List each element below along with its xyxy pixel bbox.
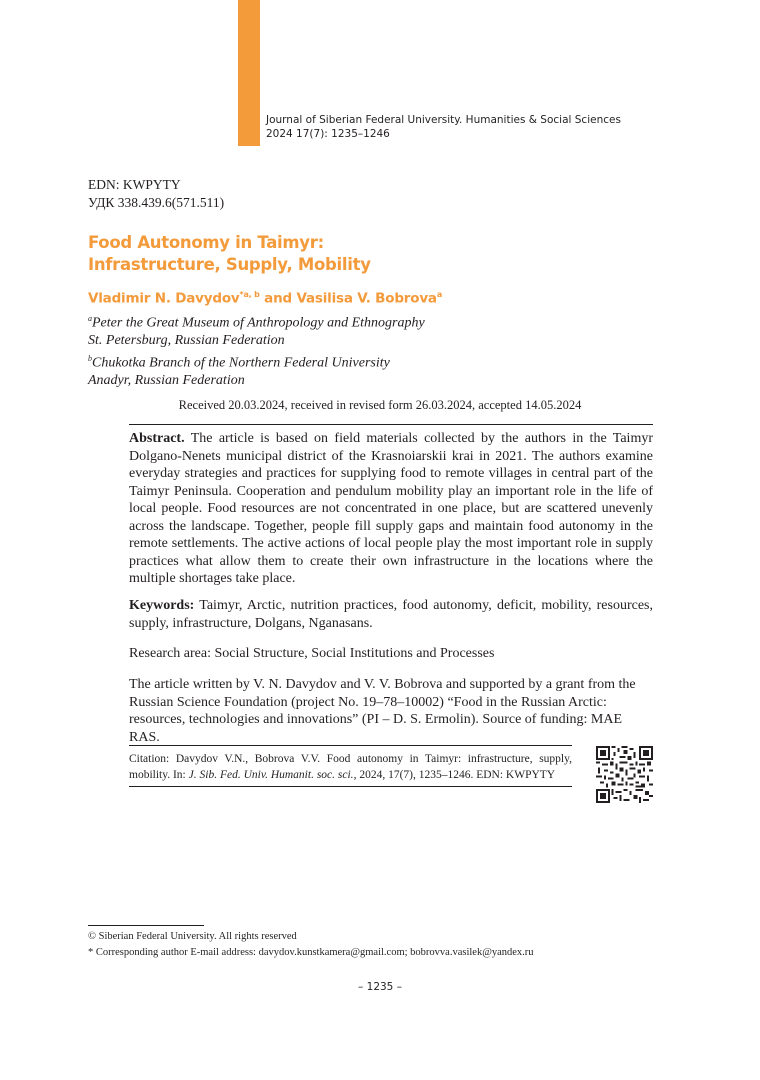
page-number: – 1235 – (358, 981, 402, 993)
affiliation-a-line-1: $^a$Peter the Great Museum of Anthropology and Ethnography (88, 314, 425, 331)
journal-issue: 2024 17(7): 1235–1246 (266, 128, 390, 140)
keywords-label: Keywords: (129, 598, 195, 613)
affiliation-a-line-2: St. Petersburg, Russian Federation (88, 333, 285, 349)
citation: Citation: Davydov V.N., Bobrova V.V. Food autonomy in Taimyr: infrastructure, supply, mobility. In: J. Sib. Fed. Univ. Humanit. soc. sci., 2024, 17(7), 1235–1246. EDN: KWPYTY (129, 753, 572, 781)
identifiers (88, 176, 224, 212)
research-area: Research area: Social Structure, Social Institutions and Processes (129, 646, 495, 661)
keywords (129, 597, 653, 632)
footnote-rule (88, 925, 204, 926)
edn-code: EDN: KWPYTY (88, 177, 181, 192)
affiliations (88, 310, 425, 389)
abstract (129, 430, 653, 588)
citation-top-rule (129, 745, 572, 746)
received-dates: Received 20.03.2024, received in revised form 26.03.2024, accepted 14.05.2024 (178, 398, 582, 412)
author-2: Vasilisa V. Bobrova (296, 290, 437, 307)
author-2-affil-marker: a (436, 290, 443, 299)
udk-code: УДК 338.439.6(571.511) (88, 195, 225, 210)
journal-accent-bar (238, 0, 260, 146)
author-connector: and (259, 290, 297, 307)
copyright-notice: © Siberian Federal University. All rights reserved (88, 931, 297, 942)
author-list (88, 290, 442, 307)
abstract-top-rule (129, 424, 653, 425)
affiliation-b-line-2: Anadyr, Russian Federation (88, 372, 245, 388)
citation-bottom-rule (129, 786, 572, 787)
affiliation-b-line-1: $^b$Chukotka Branch of the Northern Federal University (88, 353, 390, 371)
journal-header (266, 113, 621, 141)
journal-name: Journal of Siberian Federal University. Humanities & Social Sciences (266, 114, 621, 126)
title-line-1: Food Autonomy in Taimyr: (88, 233, 324, 252)
abstract-text: The article is based on field materials collected by the authors in the Taimyr Dolgano-Nenets municipal district of the Krasnoiarskii krai in 2021. The authors examine everyday strategies and practices for supplying food to remote villages in central part of the Taimyr Peninsula. Cooperation and pendulum mobility play an important role in the life of local people. Food resources are not concentrated in one place, but are scattered unevenly across the landscape. Together, people fill supply gaps and maintain food autonomy in the remote settlements. The active actions of local people play the most important role in supply practices what allow them to create their own infrastructure in the locations where the multiple shortages take place. (129, 431, 653, 586)
author-1: Vladimir N. Davydov (88, 290, 240, 307)
qr-code-icon[interactable] (596, 746, 653, 803)
citation-journal: J. Sib. Fed. Univ. Humanit. soc. sci. (188, 769, 354, 781)
abstract-label: Abstract. (129, 431, 185, 446)
affiliation-marker: a (88, 314, 92, 323)
author-1-affil-marker: *a, b (239, 290, 260, 299)
corresponding-author: * Corresponding author E-mail address: davydov.kunstkamera@gmail.com; bobrovva.vasilek@yandex.ru (88, 947, 534, 958)
affiliation-marker: b (88, 353, 92, 363)
funding-statement: The article written by V. N. Davydov and V. V. Bobrova and supported by a grant from the Russian Science Foundation (project No. 19–78–10002) “Food in the Russian Arctic: resources, technologies and innovations” (PI – D. S. Ermolin). Source of funding: MAE RAS. (129, 677, 636, 745)
article-title (88, 232, 371, 276)
keywords-text: Taimyr, Arctic, nutrition practices, food autonomy, deficit, mobility, resources, supply, infrastructure, Dolgans, Nganasans. (129, 598, 653, 631)
title-line-2: Infrastructure, Supply, Mobility (88, 255, 371, 274)
